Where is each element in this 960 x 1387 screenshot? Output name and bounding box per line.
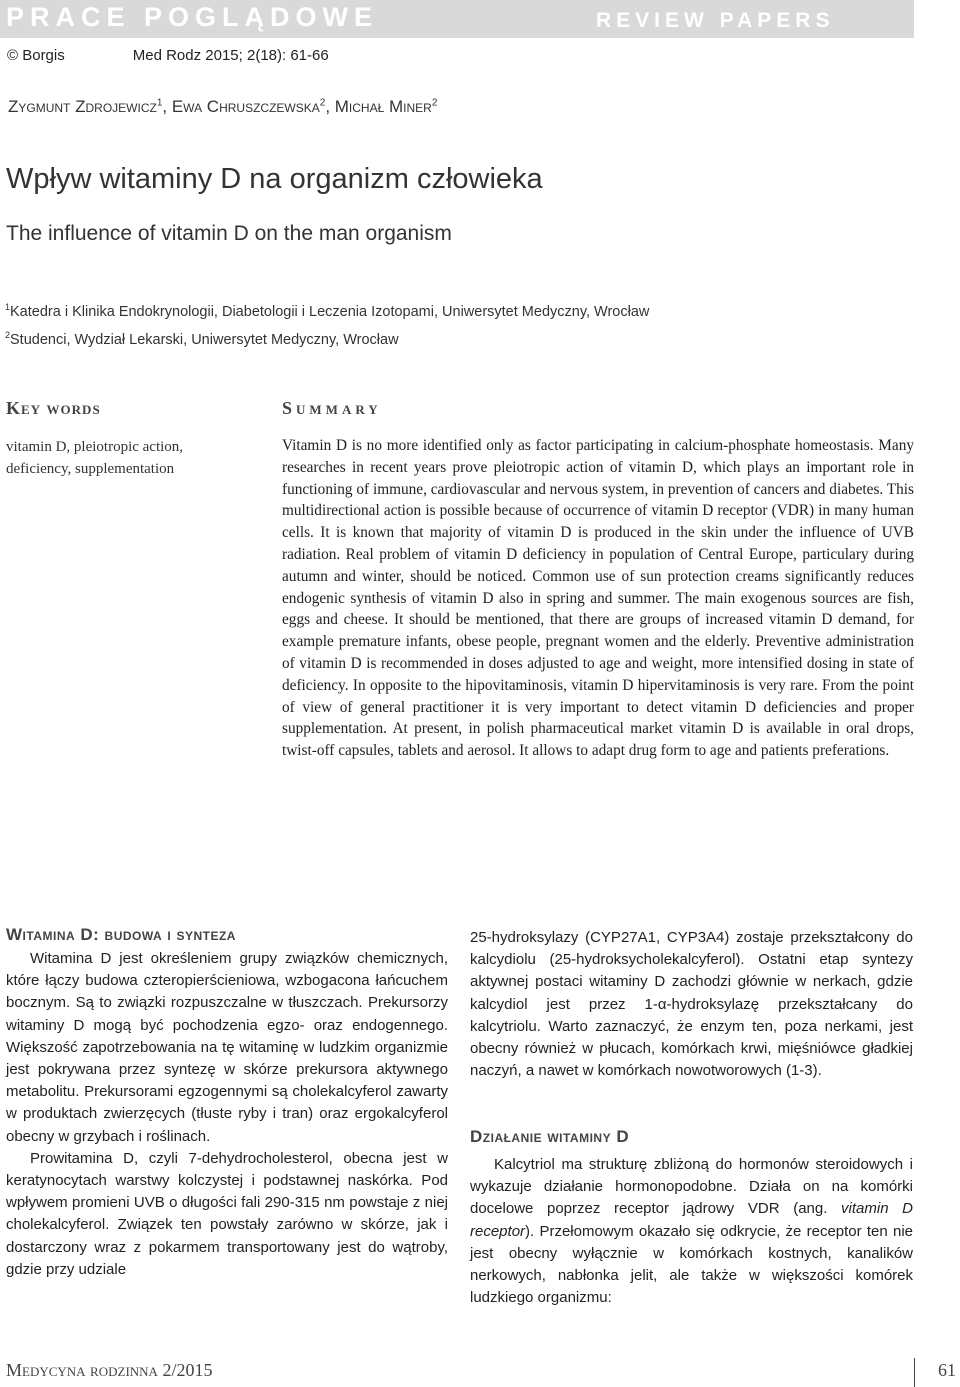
paragraph: [470, 1154, 913, 1309]
affiliation-mark: 1: [5, 302, 11, 312]
section-heading: Działanie witaminy D: [470, 1127, 630, 1146]
publisher: © Borgis: [7, 47, 65, 64]
author-affiliation-mark: 2: [431, 97, 438, 109]
affiliation-item: [5, 296, 649, 324]
authors: Zygmunt Zdrojewicz$^1$, Ewa Chruszczewska$^2$, Michał Miner$^2$: [8, 97, 438, 116]
paragraph-text: ). Przełomowym okazało się odkrycie, że receptor ten nie jest obecny wyłącznie w komórkach kostnych, kanalików nerkowych, nabłonka jelit, ale także w większości komórek ludzkiego organizmu:: [470, 1222, 913, 1307]
affiliation-text: Katedra i Klinika Endokrynologii, Diabetologii i Leczenia Izotopami, Uniwersytet Medyczny, Wrocław: [10, 303, 650, 320]
body-column-right: [470, 927, 913, 1082]
keywords-text: vitamin D, pleiotropic action, deficiency, supplementation: [6, 439, 184, 477]
affiliation-item: [5, 324, 649, 352]
author-name: Zygmunt Zdrojewicz: [8, 97, 157, 116]
author-affiliation-mark: 2: [319, 97, 326, 109]
summary-heading: Summary: [282, 398, 382, 418]
paragraph: Prowitamina D, czyli 7-dehydrocholesterol, obecna jest w keratynocytach warstwy kolczystej i podstawnej naskórka. Pod wpływem promieni UVB o długości fali 290-315 nm powstaje z niej cholekalcyferol. Związek ten powstały zarówno w skórze, jak i dostarczony wraz z pokarmem transportowany jest do wątroby, gdzie przy udziale: [6, 1149, 448, 1278]
journal-footer: Medycyna rodzinna 2/2015: [6, 1360, 213, 1380]
publication-info: [7, 47, 329, 64]
section-label-pl: PRACE POGLĄDOWE: [6, 2, 379, 32]
paragraph-text: Kalcytriol ma strukturę zbliżoną do hormonów steroidowych i wykazuje działanie hormonopodobne. Działa on na komórki docelowe poprzez receptor jądrowy VDR (ang.: [470, 1156, 913, 1218]
article-title: Wpływ witaminy D na organizm człowieka: [6, 163, 543, 195]
body-column-left: [6, 948, 448, 1281]
article-title-english: The influence of vitamin D on the man organism: [6, 222, 452, 245]
affiliation-text: Studenci, Wydział Lekarski, Uniwersytet Medyczny, Wrocław: [10, 331, 399, 348]
paragraph: 25-hydroksylazy (CYP27A1, CYP3A4) zostaje przekształcony do kalcydiolu (25-hydroksycholekalcyferol). Ostatni etap syntezy aktywnej postaci witaminy D zachodzi głównie w nerkach, gdzie kalcydiol jest przez 1-α-hydroksylazę przekształcany do kalcytriolu. Warto zaznaczyć, że enzym ten, poza nerkami, jest obecny również w płucach, komórkach krwi, mięśniówce gładkiej naczyń, a nawet w komórkach nowotworowych (1-3).: [470, 929, 913, 1080]
footer-divider: [914, 1358, 915, 1387]
page-number: 61: [938, 1360, 956, 1380]
affiliations: [5, 296, 649, 352]
affiliation-mark: 2: [5, 329, 11, 340]
author-name: Michał Miner: [334, 97, 432, 116]
section-heading: Witamina D: budowa i synteza: [6, 925, 236, 944]
paragraph: Witamina D jest określeniem grupy związków chemicznych, które łączy budowa czteropierścieniowa, wzbogacona łańcuchem bocznym. Są to związki rozpuszczalne w tłuszczach. Prekursorzy witaminy D mogą być pochodzenia egzo- oraz endogennego. Większość zapotrzebowania na tę witaminę w ludzkim organizmie jest pokrywana przez syntezę w skórze prekursora aktywnego metabolitu. Prekursorami egzogennymi są cholekalcyferol zawarty w produktach zwierzęcych (tłuste ryby i tran) oraz ergokalcyferol obecny w grzybach i roślinach.: [6, 950, 448, 1145]
citation: Med Rodz 2015; 2(18): 61-66: [132, 47, 329, 64]
keywords-heading: Key words: [6, 398, 101, 418]
summary-text: Vitamin D is no more identified only as factor participating in calcium-phosphate homeostasis. Many researches in recent years prove pleiotropic action of vitamin D, which plays an important role in functioning of immune, cardiovascular and nervous system, in prevention of cancers and diabetes. This multidirectional action is possible because of occurrence of vitamin D receptor (VDR) in many human cells. It is known that majority of vitamin D is produced in the skin under the influence of UVB radiation. Real problem of vitamin D deficiency in population of Central Europe, particulary during autumn and winter, should be noticed. Common use of sun protection creams significantly reduces endogenic synthesis of vitamin D also in spring and summer. The main exogenous sources are fish, eggs and cheese. It should be mentioned, that there are groups of increased vitamin D demand, for example premature infants, obese people, pregnant women and the elderly. Preventive administration of vitamin D is recommended in doses adjusted to age and weight, more intensified dosing in state of deficiency. In opposite to the hipovitaminosis, vitamin D hipervitaminosis is very rare. From the point of view of general practitioner it is very important to detect vitamin D deficiencies and proper supplementation. At present, in polish pharmaceutical market vitamin D is available in oral drops, twist-off capsules, tablets and aerosol. It allows to adapt drug form to age and patients preferations.: [282, 437, 914, 760]
author-affiliation-mark: 1: [156, 97, 163, 109]
section-label-en: REVIEW PAPERS: [596, 9, 835, 32]
emphasis-text: vitamin D receptor: [470, 1200, 913, 1240]
body-column-right-continued: [470, 1154, 913, 1309]
author-name: Ewa Chruszczewska: [171, 97, 320, 116]
